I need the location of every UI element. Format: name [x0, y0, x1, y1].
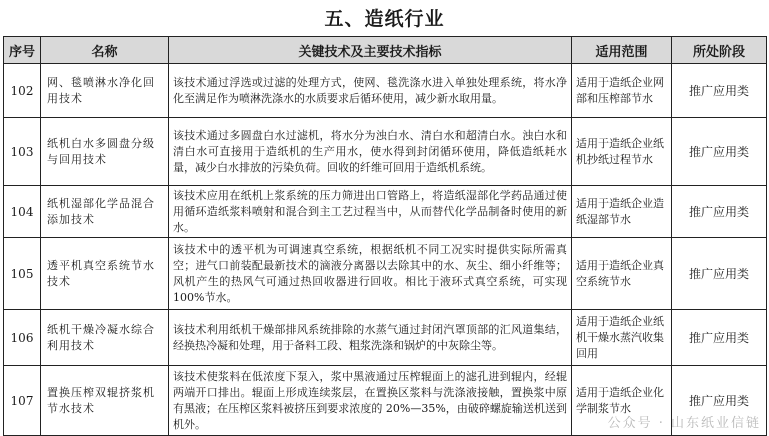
row-stage: 推广应用类 [672, 238, 767, 310]
header-no: 序号 [4, 37, 41, 64]
page-title: 五、造纸行业 [324, 8, 445, 30]
row-no: 105 [4, 238, 41, 310]
tech-table [3, 36, 767, 436]
row-stage: 推广应用类 [672, 310, 767, 366]
row-name: 纸机干燥冷凝水综合利用技术 [41, 310, 169, 366]
row-name: 置换压榨双辊挤浆机节水技术 [41, 366, 169, 436]
row-scope: 适用于造纸企业化学制浆节水 [572, 366, 672, 436]
row-name: 透平机真空系统节水技术 [41, 238, 169, 310]
header-name: 名称 [41, 37, 169, 64]
table-row [4, 64, 767, 118]
row-name: 纸机湿部化学品混合添加技术 [41, 186, 169, 238]
row-tech: 该技术利用纸机干燥部排风系统排除的水蒸气通过封闭汽罩顶部的汇风道集结，经换热冷凝和处理，用于备料工段、粗浆洗涤和锅炉的中灰除尘等。 [169, 310, 572, 366]
table-row [4, 238, 767, 310]
row-no: 106 [4, 310, 41, 366]
row-stage: 推广应用类 [672, 186, 767, 238]
row-stage: 推广应用类 [672, 366, 767, 436]
row-tech: 该技术中的透平机为可调速真空系统，根据纸机不同工况实时提供实际所需真空；进气口前装配最新技术的滴液分离器以去除其中的水、灰尘、细小纤维等；风机产生的热风气可通过热回收器进行回收。相比于液环式真空系统，可实现 100%节水。 [169, 238, 572, 310]
row-tech: 该技术应用在纸机上浆系统的压力筛进出口管路上，将造纸湿部化学药品通过使用循环造纸浆料喷射和混合到主工艺过程当中，从而替代化学品制备时使用的新水。 [169, 186, 572, 238]
row-tech: 该技术通过浮选或过滤的处理方式，使网、毯洗涤水进入单独处理系统，将水净化至满足作为喷淋洗涤水的水质要求后循环使用，减少新水取用量。 [169, 64, 572, 118]
header-tech: 关键技术及主要技术指标 [169, 37, 572, 64]
row-name: 纸机白水多圆盘分级与回用技术 [41, 118, 169, 186]
row-name: 网、毯喷淋水净化回用技术 [41, 64, 169, 118]
header-stage: 所处阶段 [672, 37, 767, 64]
row-scope: 适用于造纸企业真空系统节水 [572, 238, 672, 310]
row-scope: 适用于造纸企业网部和压榨部节水 [572, 64, 672, 118]
row-no: 102 [4, 64, 41, 118]
table-row [4, 186, 767, 238]
row-tech: 该技术通过多圆盘白水过滤机，将水分为浊白水、清白水和超清白水。浊白水和清白水可直接用于造纸机的生产用水，使水得到封闭循环使用，降低造纸耗水量，减少白水排放的污染负荷。回收的纤维可回用于造纸机系统。 [169, 118, 572, 186]
header-scope: 适用范围 [572, 37, 672, 64]
row-tech: 该技术使浆料在低浓度下泵入，浆中黑液通过压榨辊面上的滤孔进到辊内，经辊两端开口排出。辊面上形成连续浆层，在置换区浆料与洗涤液接触，置换浆中原有黑液；在压榨区浆料被挤压到要求浓度的 20%—35%，由破碎螺旋输送机送到机外。 [169, 366, 572, 436]
row-scope: 适用于造纸企业造纸湿部节水 [572, 186, 672, 238]
row-stage: 推广应用类 [672, 64, 767, 118]
table-row [4, 118, 767, 186]
row-no: 103 [4, 118, 41, 186]
table-row [4, 310, 767, 366]
row-stage: 推广应用类 [672, 118, 767, 186]
header-row [4, 37, 767, 64]
row-no: 107 [4, 366, 41, 436]
row-no: 104 [4, 186, 41, 238]
watermark: 公众号 · 山东纸业信链 [607, 416, 761, 431]
row-scope: 适用于造纸企业纸机抄纸过程节水 [572, 118, 672, 186]
row-scope: 适用于造纸企业纸机干燥水蒸汽收集回用 [572, 310, 672, 366]
